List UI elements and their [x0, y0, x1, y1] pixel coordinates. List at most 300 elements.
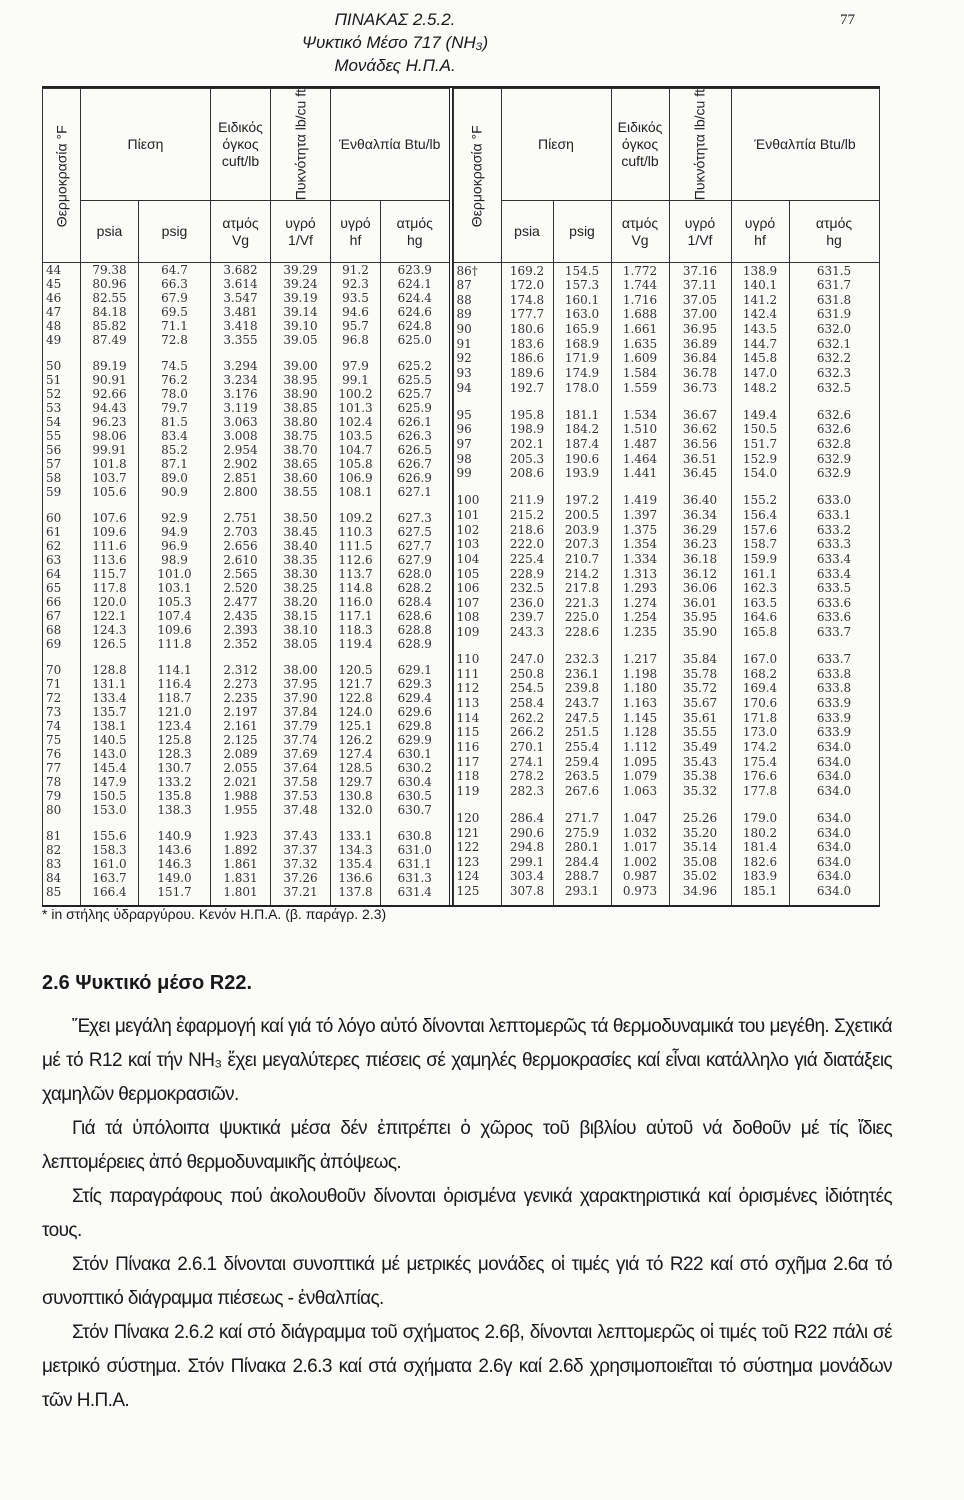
cell-vapor-enthalpy: 630.7 [381, 803, 451, 817]
cell-liquid-enthalpy: 158.7 [731, 537, 789, 552]
cell-liquid-density: 37.79 [271, 719, 331, 733]
cell-temperature: 45 [43, 277, 81, 291]
cell-vapor-volume: 1.334 [611, 552, 669, 567]
cell-psig: 271.7 [553, 811, 611, 826]
cell-temperature: 96 [453, 422, 501, 437]
cell-liquid-enthalpy: 134.3 [331, 843, 381, 857]
cell-psia: 163.7 [81, 871, 139, 885]
cell-vapor-volume: 2.021 [211, 775, 271, 789]
cell-liquid-density: 38.50 [271, 511, 331, 525]
cell-psia: 262.2 [501, 710, 553, 725]
label-vapor: ατμός [815, 214, 853, 231]
cell-psia: 254.5 [501, 681, 553, 696]
cell-psia: 211.9 [501, 493, 553, 508]
cell-temperature: 106 [453, 581, 501, 596]
table-row [453, 537, 879, 552]
cell-liquid-enthalpy: 132.0 [331, 803, 381, 817]
property-table [42, 86, 880, 907]
spacer-cell [43, 499, 81, 511]
table-row [43, 705, 451, 719]
cell-liquid-density: 35.08 [669, 855, 731, 870]
spacer-cell [331, 899, 381, 905]
cell-liquid-enthalpy: 155.2 [731, 493, 789, 508]
cell-vapor-volume: 1.163 [611, 696, 669, 711]
cell-psia: 205.3 [501, 451, 553, 466]
cell-psig: 149.0 [139, 871, 211, 885]
cell-vapor-enthalpy: 630.1 [381, 747, 451, 761]
table-row [43, 305, 451, 319]
cell-liquid-density: 37.37 [271, 843, 331, 857]
cell-vapor-enthalpy: 626.9 [381, 471, 451, 485]
cell-vapor-enthalpy: 624.6 [381, 305, 451, 319]
cell-psig: 71.1 [139, 319, 211, 333]
cell-psia: 290.6 [501, 825, 553, 840]
spacer-cell [669, 481, 731, 494]
cell-psia: 174.8 [501, 293, 553, 308]
cell-liquid-density: 38.70 [271, 443, 331, 457]
group-spacer [453, 639, 879, 652]
label-vapor: ατμός [222, 214, 259, 231]
label-liquid: υγρό [744, 214, 776, 231]
cell-psia: 169.2 [501, 263, 553, 278]
header-vapor-hg [381, 201, 451, 263]
cell-liquid-enthalpy: 164.6 [731, 610, 789, 625]
table-row [43, 803, 451, 817]
cell-psig: 228.6 [553, 625, 611, 640]
table-row [453, 825, 879, 840]
cell-vapor-enthalpy: 633.6 [789, 595, 879, 610]
spacer-cell [453, 395, 501, 408]
cell-temperature: 94 [453, 380, 501, 395]
cell-vapor-volume: 2.656 [211, 539, 271, 553]
cell-psia: 80.96 [81, 277, 139, 291]
cell-psig: 251.5 [553, 725, 611, 740]
cell-psig: 67.9 [139, 291, 211, 305]
table-row [453, 366, 879, 381]
cell-psia: 113.6 [81, 553, 139, 567]
cell-psig: 130.7 [139, 761, 211, 775]
cell-psia: 183.6 [501, 336, 553, 351]
cell-liquid-enthalpy: 122.8 [331, 691, 381, 705]
spacer-cell [139, 347, 211, 359]
cell-psig: 103.1 [139, 581, 211, 595]
cell-vapor-volume: 3.614 [211, 277, 271, 291]
cell-psia: 122.1 [81, 609, 139, 623]
cell-psia: 177.7 [501, 307, 553, 322]
cell-psig: 193.9 [553, 466, 611, 481]
group-spacer [43, 499, 451, 511]
cell-psia: 186.6 [501, 351, 553, 366]
cell-liquid-enthalpy: 177.8 [731, 783, 789, 798]
table-row [453, 493, 879, 508]
cell-vapor-enthalpy: 631.8 [789, 293, 879, 308]
cell-psia: 282.3 [501, 783, 553, 798]
cell-vapor-volume: 1.744 [611, 278, 669, 293]
cell-vapor-volume: 1.487 [611, 437, 669, 452]
cell-temperature: 80 [43, 803, 81, 817]
cell-liquid-density: 34.96 [669, 884, 731, 899]
cell-vapor-volume: 1.354 [611, 537, 669, 552]
cell-liquid-enthalpy: 136.6 [331, 871, 381, 885]
cell-liquid-density: 38.95 [271, 373, 331, 387]
cell-liquid-enthalpy: 112.6 [331, 553, 381, 567]
cell-psia: 155.6 [81, 829, 139, 843]
table-subtitle: Ψυκτικό Μέσο 717 (NH₃) [301, 33, 489, 52]
cell-temperature: 101 [453, 508, 501, 523]
table-row [453, 351, 879, 366]
cell-vapor-enthalpy: 634.0 [789, 884, 879, 899]
label-hf: hf [754, 231, 766, 248]
cell-liquid-density: 35.95 [669, 610, 731, 625]
spacer-cell [271, 347, 331, 359]
cell-liquid-density: 39.19 [271, 291, 331, 305]
cell-psig: 165.9 [553, 322, 611, 337]
cell-vapor-enthalpy: 633.8 [789, 666, 879, 681]
cell-psia: 299.1 [501, 855, 553, 870]
table-row [43, 525, 451, 539]
cell-liquid-enthalpy: 106.9 [331, 471, 381, 485]
table-row [43, 359, 451, 373]
cell-vapor-enthalpy: 632.1 [789, 336, 879, 351]
cell-psia: 138.1 [81, 719, 139, 733]
cell-vapor-volume: 3.481 [211, 305, 271, 319]
cell-vapor-volume: 2.477 [211, 595, 271, 609]
cell-liquid-density: 36.62 [669, 422, 731, 437]
cell-liquid-density: 36.40 [669, 493, 731, 508]
cell-liquid-enthalpy: 148.2 [731, 380, 789, 395]
cell-vapor-enthalpy: 630.8 [381, 829, 451, 843]
spacer-cell [43, 347, 81, 359]
header-specific-volume: Ειδικός όγκος cuft/lb [211, 89, 271, 201]
cell-psia: 89.19 [81, 359, 139, 373]
cell-vapor-volume: 1.128 [611, 725, 669, 740]
header-psia: psia [81, 201, 139, 263]
cell-vapor-volume: 1.534 [611, 407, 669, 422]
paragraph: Ἔχει μεγάλη ἐφαρμογή καί γιά τό λόγο αὐτό δίνονται λεπτομερῶς τά θερμοδυναμικά του μεγέθη. Σχετικά μέ τό R12 καί τήν NH₃ ἔχει μεγαλύτερες πιέσεις σέ χαμηλές θερμοκρασίες καί εἶναι κατάλληλο γιά διατάξεις χαμηλῶν θερμοκρασιῶν. [42, 1016, 892, 1105]
cell-psig: 255.4 [553, 740, 611, 755]
cell-vapor-volume: 1.145 [611, 710, 669, 725]
cell-liquid-enthalpy: 161.1 [731, 566, 789, 581]
cell-temperature: 81 [43, 829, 81, 843]
cell-temperature: 113 [453, 696, 501, 711]
table-row [453, 652, 879, 667]
table-row [43, 471, 451, 485]
cell-vapor-volume: 2.393 [211, 623, 271, 637]
cell-liquid-enthalpy: 167.0 [731, 652, 789, 667]
cell-liquid-density: 37.53 [271, 789, 331, 803]
cell-vapor-enthalpy: 632.3 [789, 366, 879, 381]
cell-temperature: 103 [453, 537, 501, 552]
cell-liquid-enthalpy: 94.6 [331, 305, 381, 319]
cell-psig: 118.7 [139, 691, 211, 705]
cell-vapor-volume: 2.703 [211, 525, 271, 539]
cell-liquid-enthalpy: 126.2 [331, 733, 381, 747]
cell-temperature: 65 [43, 581, 81, 595]
cell-liquid-density: 38.10 [271, 623, 331, 637]
cell-temperature: 53 [43, 401, 81, 415]
cell-liquid-enthalpy: 116.0 [331, 595, 381, 609]
spacer-cell [211, 499, 271, 511]
cell-liquid-density: 35.38 [669, 769, 731, 784]
cell-vapor-volume: 1.017 [611, 840, 669, 855]
cell-temperature: 62 [43, 539, 81, 553]
table-row [43, 263, 451, 278]
cell-temperature: 48 [43, 319, 81, 333]
cell-vapor-volume: 1.235 [611, 625, 669, 640]
cell-liquid-density: 35.67 [669, 696, 731, 711]
cell-temperature: 68 [43, 623, 81, 637]
spacer-cell [139, 817, 211, 829]
cell-liquid-enthalpy: 176.6 [731, 769, 789, 784]
cell-psig: 85.2 [139, 443, 211, 457]
cell-psia: 147.9 [81, 775, 139, 789]
cell-temperature: 100 [453, 493, 501, 508]
cell-liquid-enthalpy: 119.4 [331, 637, 381, 651]
cell-liquid-enthalpy: 165.8 [731, 625, 789, 640]
cell-temperature: 125 [453, 884, 501, 899]
label-liquid: υγρό [285, 214, 316, 231]
label-hg: hg [826, 231, 842, 248]
spacer-cell [139, 499, 211, 511]
table-body-right [453, 263, 879, 906]
cell-vapor-enthalpy: 633.4 [789, 566, 879, 581]
cell-psia: 109.6 [81, 525, 139, 539]
cell-psia: 192.7 [501, 380, 553, 395]
table-row [43, 871, 451, 885]
cell-psig: 90.9 [139, 485, 211, 499]
cell-liquid-density: 36.78 [669, 366, 731, 381]
cell-vapor-enthalpy: 632.9 [789, 466, 879, 481]
cell-vapor-enthalpy: 629.6 [381, 705, 451, 719]
cell-liquid-density: 37.26 [271, 871, 331, 885]
cell-vapor-enthalpy: 629.9 [381, 733, 451, 747]
table-row [453, 855, 879, 870]
cell-temperature: 119 [453, 783, 501, 798]
cell-psia: 131.1 [81, 677, 139, 691]
cell-temperature: 46 [43, 291, 81, 305]
cell-vapor-enthalpy: 628.8 [381, 623, 451, 637]
cell-vapor-volume: 2.565 [211, 567, 271, 581]
cell-liquid-density: 35.49 [669, 740, 731, 755]
cell-liquid-density: 35.84 [669, 652, 731, 667]
cell-vapor-volume: 2.235 [211, 691, 271, 705]
cell-temperature: 99 [453, 466, 501, 481]
spacer-cell [271, 899, 331, 905]
header-temperature: Θερμοκρασία °F [453, 89, 501, 263]
spacer-cell [669, 395, 731, 408]
cell-liquid-enthalpy: 101.3 [331, 401, 381, 415]
cell-psig: 190.6 [553, 451, 611, 466]
spacer-cell [43, 651, 81, 663]
spacer-cell [789, 898, 879, 905]
cell-psig: 98.9 [139, 553, 211, 567]
cell-psia: 239.7 [501, 610, 553, 625]
cell-temperature: 77 [43, 761, 81, 775]
cell-temperature: 49 [43, 333, 81, 347]
cell-temperature: 71 [43, 677, 81, 691]
label-vf: 1/Vf [288, 231, 313, 248]
table-row [453, 380, 879, 395]
cell-vapor-volume: 1.254 [611, 610, 669, 625]
group-spacer [43, 817, 451, 829]
cell-liquid-density: 35.14 [669, 840, 731, 855]
cell-psig: 92.9 [139, 511, 211, 525]
cell-psia: 172.0 [501, 278, 553, 293]
cell-liquid-enthalpy: 102.4 [331, 415, 381, 429]
table-row [453, 625, 879, 640]
cell-liquid-enthalpy: 174.2 [731, 740, 789, 755]
cell-vapor-volume: 1.584 [611, 366, 669, 381]
cell-psia: 195.8 [501, 407, 553, 422]
cell-temperature: 58 [43, 471, 81, 485]
table-row [43, 733, 451, 747]
cell-vapor-enthalpy: 630.4 [381, 775, 451, 789]
spacer-cell [501, 481, 553, 494]
cell-vapor-enthalpy: 633.2 [789, 522, 879, 537]
cell-vapor-enthalpy: 633.9 [789, 725, 879, 740]
cell-temperature: 75 [43, 733, 81, 747]
cell-psig: 123.4 [139, 719, 211, 733]
table-row [43, 539, 451, 553]
cell-liquid-enthalpy: 114.8 [331, 581, 381, 595]
cell-temperature: 88 [453, 293, 501, 308]
cell-liquid-enthalpy: 141.2 [731, 293, 789, 308]
cell-vapor-volume: 2.312 [211, 663, 271, 677]
table-row [453, 522, 879, 537]
cell-vapor-volume: 1.559 [611, 380, 669, 395]
footnote: * in στήλης ὑδραργύρου. Κενόν Η.Π.Α. (β. παράγρ. 2.3) [42, 906, 387, 922]
table-row [453, 307, 879, 322]
cell-psia: 222.0 [501, 537, 553, 552]
cell-psig: 214.2 [553, 566, 611, 581]
cell-psig: 66.3 [139, 277, 211, 291]
cell-vapor-enthalpy: 629.8 [381, 719, 451, 733]
section-heading: 2.6 Ψυκτικό μέσο R22. [42, 972, 253, 994]
cell-vapor-enthalpy: 628.2 [381, 581, 451, 595]
cell-psig: 288.7 [553, 869, 611, 884]
cell-psig: 94.9 [139, 525, 211, 539]
cell-temperature: 120 [453, 811, 501, 826]
spacer-cell [501, 798, 553, 811]
table-row [453, 869, 879, 884]
cell-vapor-enthalpy: 633.7 [789, 625, 879, 640]
header-enthalpy: Ένθαλπία Btu/lb [731, 89, 879, 201]
cell-vapor-volume: 1.772 [611, 263, 669, 278]
cell-psia: 135.7 [81, 705, 139, 719]
cell-vapor-volume: 1.095 [611, 754, 669, 769]
cell-vapor-volume: 1.313 [611, 566, 669, 581]
cell-liquid-density: 36.56 [669, 437, 731, 452]
table-row [453, 278, 879, 293]
spacer-cell [611, 395, 669, 408]
cell-psig: 197.2 [553, 493, 611, 508]
cell-temperature: 67 [43, 609, 81, 623]
table-row [453, 681, 879, 696]
cell-vapor-volume: 1.397 [611, 508, 669, 523]
cell-psig: 154.5 [553, 263, 611, 278]
group-spacer [453, 395, 879, 408]
cell-liquid-density: 36.23 [669, 537, 731, 552]
cell-vapor-volume: 2.273 [211, 677, 271, 691]
group-spacer [43, 347, 451, 359]
cell-psig: 239.8 [553, 681, 611, 696]
cell-liquid-enthalpy: 175.4 [731, 754, 789, 769]
table-end-spacer [43, 899, 451, 905]
table-row [453, 336, 879, 351]
cell-vapor-volume: 1.688 [611, 307, 669, 322]
spacer-cell [453, 798, 501, 811]
cell-psia: 145.4 [81, 761, 139, 775]
cell-psig: 187.4 [553, 437, 611, 452]
cell-vapor-volume: 3.355 [211, 333, 271, 347]
cell-temperature: 56 [43, 443, 81, 457]
cell-psig: 157.3 [553, 278, 611, 293]
cell-vapor-volume: 1.419 [611, 493, 669, 508]
cell-psia: 218.6 [501, 522, 553, 537]
table-row [43, 415, 451, 429]
cell-psia: 85.82 [81, 319, 139, 333]
cell-liquid-enthalpy: 183.9 [731, 869, 789, 884]
cell-vapor-volume: 1.635 [611, 336, 669, 351]
table-row [43, 761, 451, 775]
cell-psia: 198.9 [501, 422, 553, 437]
cell-psig: 114.1 [139, 663, 211, 677]
cell-liquid-enthalpy: 95.7 [331, 319, 381, 333]
cell-liquid-density: 37.90 [271, 691, 331, 705]
cell-liquid-density: 37.95 [271, 677, 331, 691]
cell-temperature: 60 [43, 511, 81, 525]
cell-psia: 278.2 [501, 769, 553, 784]
cell-liquid-density: 37.00 [669, 307, 731, 322]
cell-psia: 101.8 [81, 457, 139, 471]
cell-liquid-enthalpy: 129.7 [331, 775, 381, 789]
cell-psia: 158.3 [81, 843, 139, 857]
cell-vapor-volume: 0.973 [611, 884, 669, 899]
cell-psig: 184.2 [553, 422, 611, 437]
cell-liquid-density: 37.69 [271, 747, 331, 761]
table-row [453, 508, 879, 523]
label-vg: Vg [231, 231, 250, 248]
cell-vapor-enthalpy: 631.0 [381, 843, 451, 857]
cell-psia: 124.3 [81, 623, 139, 637]
label-hg: hg [406, 231, 423, 248]
spacer-cell [271, 499, 331, 511]
cell-psia: 180.6 [501, 322, 553, 337]
header-pressure: Πίεση [81, 89, 211, 201]
spacer-cell [81, 899, 139, 905]
cell-liquid-density: 38.75 [271, 429, 331, 443]
cell-psig: 151.7 [139, 885, 211, 899]
cell-vapor-volume: 1.861 [211, 857, 271, 871]
cell-vapor-volume: 1.198 [611, 666, 669, 681]
cell-psia: 111.6 [81, 539, 139, 553]
cell-temperature: 59 [43, 485, 81, 499]
cell-vapor-volume: 2.125 [211, 733, 271, 747]
cell-vapor-enthalpy: 633.9 [789, 710, 879, 725]
cell-vapor-volume: 1.032 [611, 825, 669, 840]
cell-psia: 307.8 [501, 884, 553, 899]
body-text [42, 1010, 892, 1418]
cell-temperature: 104 [453, 552, 501, 567]
cell-liquid-density: 39.29 [271, 263, 331, 278]
cell-vapor-volume: 3.547 [211, 291, 271, 305]
cell-vapor-enthalpy: 625.7 [381, 387, 451, 401]
cell-liquid-enthalpy: 169.4 [731, 681, 789, 696]
cell-liquid-enthalpy: 170.6 [731, 696, 789, 711]
cell-liquid-density: 38.00 [271, 663, 331, 677]
cell-psia: 189.6 [501, 366, 553, 381]
cell-liquid-density: 36.73 [669, 380, 731, 395]
